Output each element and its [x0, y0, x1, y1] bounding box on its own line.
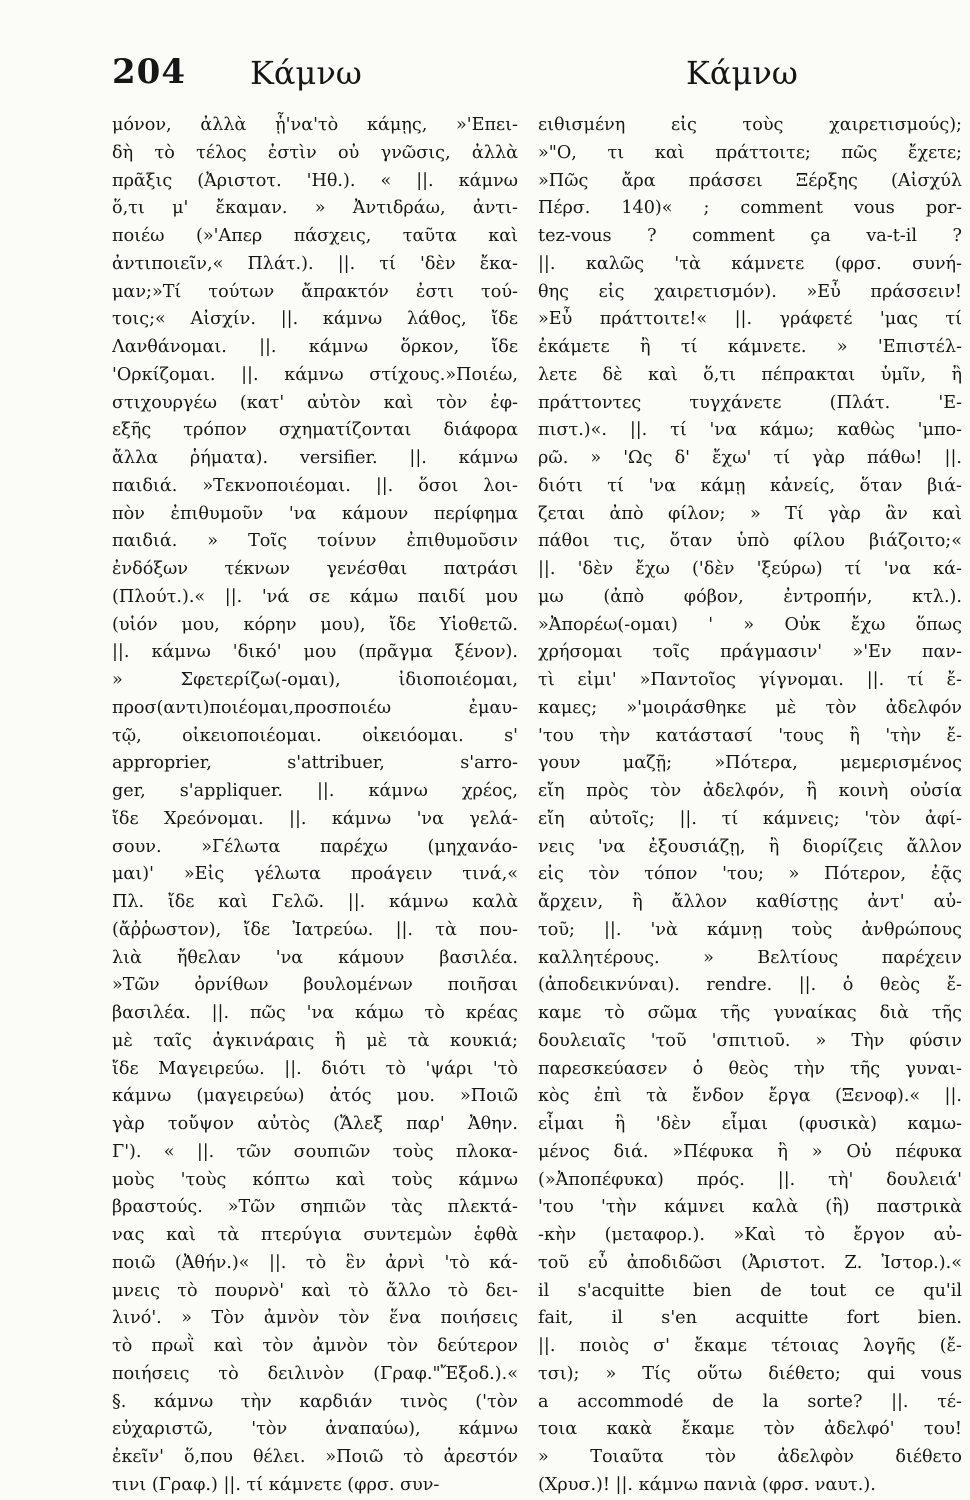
right-column-line: (ἀποδεικνύναι). rendre. ||. ὁ θεὸς ἔ-: [538, 975, 962, 996]
left-column-line: βραστούς. »Τῶν σηπιῶν τὰς πλεκτά-: [112, 1197, 518, 1218]
right-column-line: ζεται ἀπὸ φίλον; » Τί γὰρ ἂν καὶ: [538, 503, 962, 524]
right-column-line: μένος διά. »Πέφυκα ἢ » Οὐ πέφυκα: [538, 1141, 962, 1162]
right-column-line: (»Ἀποπέφυκα) πρός. ||. τὴ' δουλειά': [538, 1169, 962, 1190]
right-column-line: γουν μαζῇ; »Πότερα, μεμερισμένος: [538, 753, 962, 774]
left-column-line: τῷ, οἰκειοποιέομαι. οἰκειόομαι. s': [112, 725, 518, 746]
running-head-right: Κάμνω: [686, 54, 798, 92]
left-column-line: ἐνδόξων τέκνων γενέσθαι πατράσι: [112, 559, 518, 579]
left-column: [112, 112, 518, 1500]
right-column-line: διότι τί 'να κάμῃ κἀνείς, ὅταν βιά-: [538, 475, 962, 496]
left-column-line: (Πλούτ.).« ||. 'νά σε κάμω παιδί μου: [112, 586, 518, 607]
right-column-line: »Πῶς ἄρα πράσσει Ξέρξης (Αἰσχύλ: [538, 170, 962, 191]
left-column-line: (ἄῤῥωστον), ἴδε Ἰατρεύω. ||. τὰ που-: [112, 919, 518, 940]
left-column-line: λινό'. » Τὸν ἀμνὸν τὸν ἕνα ποιήσεις: [112, 1308, 518, 1329]
right-column-line: »"Ο, τι καὶ πράττοιτε; πῶς ἔχετε;: [538, 142, 962, 163]
right-column-line: θης εἰς χαιρετισμόν). »Εὖ πράσσειν!: [538, 281, 962, 302]
right-column-line: »Ἀπορέω(-ομαι) ' » Οὐκ ἔχω ὅπως: [538, 614, 962, 635]
right-column-line: τσι); » Τίς οὕτω διέθετο; qui vous: [538, 1363, 962, 1384]
right-column-line: πάθοι τις, ὅταν ὑπὸ φίλου βιάζοιτο;«: [538, 531, 962, 552]
left-column-line: δὴ τὸ τέλος ἐστὶν οὐ γνῶσις, ἀλλὰ: [112, 142, 518, 163]
right-column-line: (Χρυσ.)! ||. κάμνω πανιὰ (φρσ. ναυτ.).: [538, 1474, 876, 1495]
right-column-line: πιστ.)«. ||. τί 'να κάμω; καθὼς 'μπο-: [538, 420, 962, 441]
right-column-line: κὸς ἐπὶ τὰ ἔνδον ἔργα (Ξενοφ).« ||.: [538, 1086, 962, 1107]
right-column-line: il s'acquitte bien de tout ce qu'il: [538, 1280, 962, 1301]
left-column-line: ἄλλα ῥήματα). versifier. ||. κάμνω: [112, 448, 518, 468]
right-column-line: tez-vous ? comment ça va-t-il ?: [538, 226, 962, 246]
left-column-line: ἀντιποιεῖν,« Πλάτ.). ||. τί 'δὲν ἔκα-: [112, 253, 518, 274]
right-column-line: ||. καλῶς 'τὰ κάμνετε (φρσ. συνή-: [538, 253, 962, 274]
left-column-line: μόνον, ἀλλὰ ᾗ'να'τὸ κάμῃς, »'Επει-: [112, 115, 518, 135]
left-column-line: Πλ. ἴδε καὶ Γελῶ. ||. κάμνω καλὰ: [112, 892, 518, 912]
right-column-line: ἄρχειν, ἢ ἄλλον καθίστῃς ἀντ' αὐ-: [538, 892, 962, 912]
left-column-line: §. κάμνω τὴν καρδιάν τινὸς ('τὸν: [112, 1391, 518, 1412]
left-column-line: μαι)' »Εἰς γέλωτα προάγειν τινά,«: [112, 864, 518, 885]
left-column-line: ποιέω (»'Απερ πάσχεις, ταῦτα καὶ: [112, 226, 518, 246]
right-column-line: μω (ἀπὸ φόβον, ἐντροπήν, κτλ.).: [538, 586, 962, 607]
right-column-line: » Τοιαῦτα τὸν ἀδελφὸν διέθετο: [538, 1447, 962, 1467]
right-column: [538, 112, 962, 1500]
right-column-line: εἴη πρὸς τὸν ἀδελφόν, ἢ κοινὴ οὐσία: [538, 781, 962, 801]
right-column-line: λετε δὲ καὶ ὅ,τι πέπρακται ὑμῖν, ἢ: [538, 364, 962, 385]
right-column-line: καμε τὸ σῶμα τῆς γυναίκας διὰ τῆς: [538, 1003, 962, 1023]
right-column-line: ειθισμένη εἰς τοὺς χαιρετισμούς);: [538, 115, 962, 135]
left-column-line: ἴδε Μαγειρεύω. ||. διότι τὸ 'ψάρι 'τὸ: [112, 1058, 518, 1079]
left-column-line: ἴδε Χρεόνομαι. ||. κάμνω 'να γελά-: [112, 808, 518, 829]
left-column-line: » Σφετερίζω(-ομαι), ἰδιοποιέομαι,: [112, 670, 518, 690]
left-column-line: μαν;»Τί τούτων ἄπρακτόν ἐστι τού-: [112, 281, 518, 302]
left-column-line: ἐκεῖν' ὅ,που θέλει. »Ποιῶ τὸ ἀρεστόν: [112, 1447, 518, 1467]
left-column-line: λιὰ ἤθελαν 'να κάμουν βασιλέα.: [112, 947, 518, 968]
left-column-line: κάμνω (μαγειρεύω) ἀτός μου. »Ποιῶ: [112, 1086, 518, 1107]
left-column-line: πὸν ἐπιθυμοῦν 'να κάμουν περίφημα: [112, 503, 518, 524]
right-column-line: τοῦ; ||. 'νὰ κάμνῃ τοὺς ἀνθρώπους: [538, 919, 962, 940]
running-head-left: Κάμνω: [250, 54, 362, 92]
left-column-line: »Τῶν ὀρνίθων βουλομένων ποιῆσαι: [112, 975, 518, 996]
left-column-line: ger, s'appliquer. ||. κάμνω χρέος,: [112, 781, 518, 801]
right-column-line: παρεσκεύασεν ὁ θεὸς τὴν τῆς γυναι-: [538, 1058, 962, 1079]
right-column-line: 'του 'τὴν κάμνει καλὰ (ἢ) παστρικὰ: [538, 1197, 962, 1218]
left-column-line: παιδιά. » Τοῖς τοίνυν ἐπιθυμοῦσιν: [112, 531, 518, 552]
right-column-line: 'του τὴν κατάστασί 'τους ἢ 'τὴν ἔ-: [538, 725, 962, 746]
left-column-line: γὰρ τοὔψον αὐτὸς (Ἄλεξ παρ' Ἀθην.: [112, 1114, 518, 1134]
page-number: 204: [112, 52, 186, 92]
left-column-line: Λανθάνομαι. ||. κάμνω ὅρκον, ἴδε: [112, 337, 518, 357]
right-column-line: τοια κακὰ ἔκαμε τὸν ἀδελφό' του!: [538, 1419, 962, 1440]
left-column-line: προσ(αντι)ποιέομαι,προσποιέω ἐμαυ-: [112, 697, 518, 718]
left-column-line: μνεις τὸ πουρνὸ' καὶ τὸ ἄλλο τὸ δει-: [112, 1280, 518, 1301]
left-column-line: μοὺς 'τοὺς κόπτω καὶ τοὺς κάμνω: [112, 1169, 518, 1190]
left-column-line: πρᾶξις (Ἀριστοτ. 'Ηθ.). « ||. κάμνω: [112, 170, 518, 191]
page-header: [0, 52, 970, 102]
left-column-line: νας καὶ τὰ πτερύγια συντεμὼν ἑφθὰ: [112, 1225, 518, 1245]
right-column-line: καμες; »'μοιράσθηκε μὲ τὸν ἀδελφόν: [538, 697, 962, 718]
right-column-line: τὶ εἰμι' »Παντοῖος γίγνομαι. ||. τί ἔ-: [538, 670, 962, 690]
left-column-line: παιδιά. »Τεκνοποιέομαι. ||. ὅσοι λοι-: [112, 475, 518, 496]
right-column-line: ||. ποιὸς σ' ἔκαμε τέτοιας λογῆς (ἔ-: [538, 1336, 962, 1356]
right-column-line: τοῦ εὖ ἀποδιδῶσι (Ἀριστοτ. Ζ. Ἰστορ.).«: [538, 1252, 962, 1273]
left-column-line: Γ'). « ||. τῶν σουπιῶν τοὺς πλοκα-: [112, 1141, 518, 1162]
right-column-line: ρῶ. » 'Ως δ' ἔχω' τί γὰρ πάθω! ||.: [538, 448, 962, 468]
left-column-line: σουν. »Γέλωτα παρέχω (μηχανάο-: [112, 836, 518, 857]
left-column-line: βασιλέα. ||. πῶς 'να κάμω τὸ κρέας: [112, 1003, 518, 1023]
right-column-line: εἴη αὐτοῖς; ||. τί κάμνεις; 'τὸν ἀφί-: [538, 808, 962, 829]
right-column-line: εἶμαι ἢ 'δὲν εἶμαι (φυσικὰ) καμω-: [538, 1114, 962, 1134]
left-column-line: ||. κάμνω 'δικό' μου (πρᾶγμα ξένον).: [112, 642, 518, 663]
right-column-line: νεις 'να ἐξουσιάζῃ, ἢ διορίζεις ἄλλον: [538, 836, 962, 857]
left-column-line: approprier, s'attribuer, s'arro-: [112, 753, 518, 774]
left-column-line: μὲ ταῖς ἀγκινάραις ἢ μὲ τὰ κουκιά;: [112, 1030, 518, 1051]
right-column-line: δουλειαῖς 'τοῦ 'σπιτιοῦ. » Τὴν φύσιν: [538, 1030, 962, 1051]
left-column-line: τοις;« Αἰσχίν. ||. κάμνω λάθος, ἴδε: [112, 309, 518, 330]
left-column-line: ποιήσεις τὸ δειλινὸν (Γραφ."Ἔξοδ.).«: [112, 1363, 518, 1384]
left-column-line: τινι (Γραφ.) ||. τί κάμνετε (φρσ. συν-: [112, 1474, 440, 1495]
right-column-line: ||. 'δὲν ἔχω ('δὲν 'ξεύρω) τί 'να κά-: [538, 559, 962, 579]
left-column-line: τὸ πρωῒ καὶ τὸν ἀμνὸν τὸν δεύτερον: [112, 1336, 518, 1356]
left-column-line: ποιῶ (Ἀθήν.)« ||. τὸ ἓν ἀρνὶ 'τὸ κά-: [112, 1252, 518, 1273]
left-column-line: (υἱόν μου, κόρην μου), ἴδε Υἱοθετῶ.: [112, 614, 518, 635]
right-column-line: χρήσομαι τοῖς πράγμασιν' »'Εν παν-: [538, 642, 962, 663]
right-column-line: καλλητέρους. » Βελτίους παρέχειν: [538, 947, 962, 968]
right-column-line: »Εὖ πράττοιτε!« ||. γράφετέ 'μας τί: [538, 309, 962, 330]
left-column-line: στιχουργέω (κατ' αὐτὸν καὶ τὸν ἐφ-: [112, 392, 518, 413]
right-column-line: -κὴν (μεταφορ.). »Καὶ τὸ ἔργον αὐ-: [538, 1225, 962, 1245]
right-column-line: a accommodé de la sorte? ||. τέ-: [538, 1391, 962, 1412]
left-column-line: 'Ορκίζομαι. ||. κάμνω στίχους.»Ποιέω,: [112, 364, 518, 385]
right-column-line: εἰς τὸν τόπον 'του; » Πότερον, ἐᾷς: [538, 864, 962, 885]
left-column-line: ὅ,τι μ' ἔκαμαν. » Ἀντιδράω, ἀντι-: [112, 198, 518, 219]
right-column-line: πράττοντες τυγχάνετε (Πλάτ. 'Ε-: [538, 392, 962, 413]
left-column-line: εξῆς τρόπον σχηματίζονται διάφορα: [112, 420, 518, 441]
right-column-line: Πέρσ. 140)« ; comment vous por-: [538, 198, 962, 219]
right-column-line: ἐκάμετε ἢ τί κάμνετε. » 'Επιστέλ-: [538, 337, 962, 357]
right-column-line: fait, il s'en acquitte fort bien.: [538, 1308, 962, 1329]
left-column-line: εὐχαριστῶ, 'τὸν ἀναπαύω), κάμνω: [112, 1419, 518, 1440]
